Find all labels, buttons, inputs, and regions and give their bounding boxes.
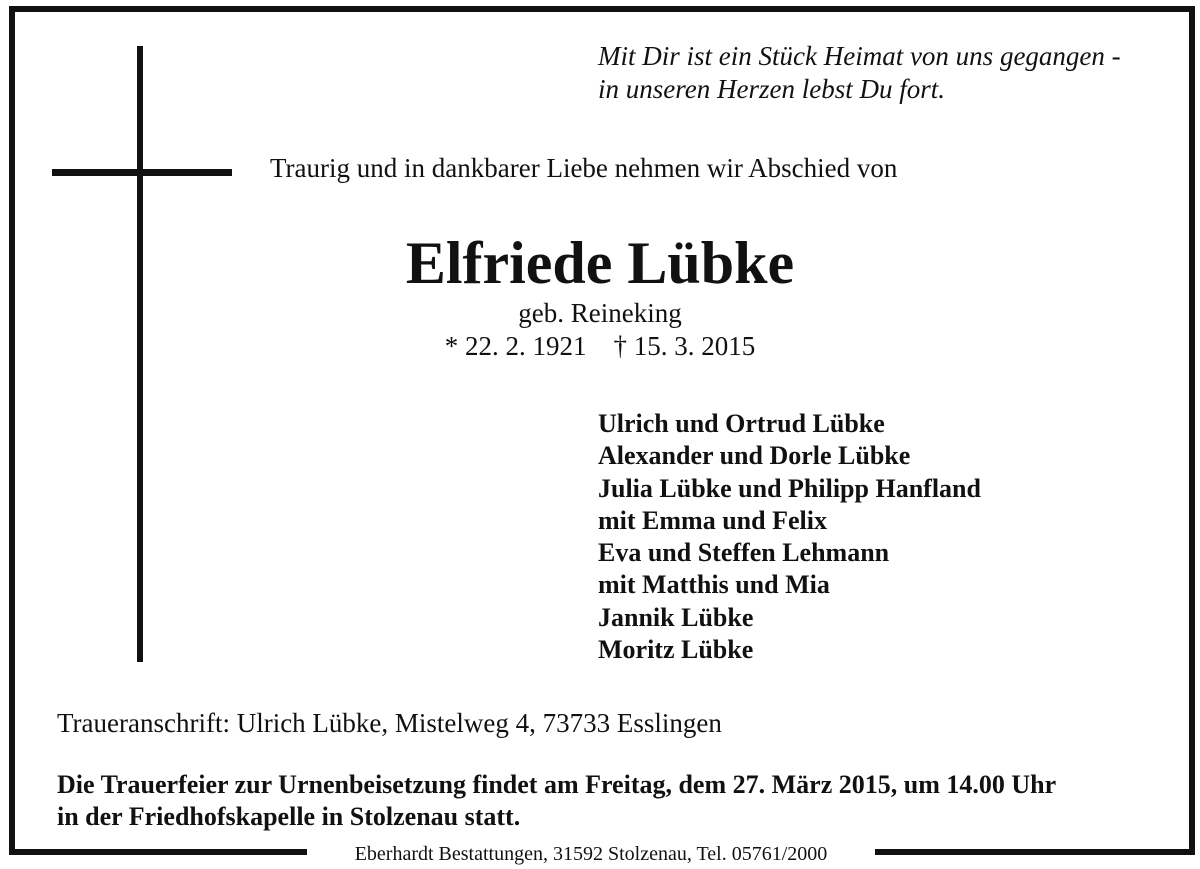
bottom-border-left	[9, 849, 307, 855]
deceased-name: Elfriede Lübke	[405, 230, 795, 296]
family-member: Ulrich und Ortrud Lübke	[598, 409, 885, 438]
memorial-quote	[598, 40, 1121, 106]
bottom-border-right	[875, 849, 1189, 855]
family-member: Alexander und Dorle Lübke	[598, 441, 911, 471]
quote-line-1: Mit Dir ist ein Stück Heimat von uns gegangen -	[598, 41, 1121, 71]
family-member: mit Emma und Felix	[598, 505, 827, 535]
intro-text: Traurig und in dankbarer Liebe nehmen wir Abschied von	[270, 153, 898, 183]
funeral-home-footer: Eberhardt Bestattungen, 31592 Stolzenau, Tel. 05761/2000	[354, 843, 828, 865]
ceremony-line-1: Die Trauerfeier zur Urnenbeisetzung findet am Freitag, dem 27. März 2015, um 14.00 Uhr	[57, 770, 1057, 799]
ceremony-notice	[57, 769, 1056, 833]
family-member: Jannik Lübke	[598, 602, 754, 632]
family-list	[598, 408, 981, 666]
quote-line-2: in unseren Herzen lebst Du fort.	[598, 74, 945, 104]
maiden-name: geb. Reineking	[518, 298, 682, 328]
family-member: Moritz Lübke	[598, 635, 754, 665]
ceremony-line-2: in der Friedhofskapelle in Stolzenau statt.	[57, 802, 521, 831]
cross-horizontal-bar	[52, 169, 232, 176]
family-member: mit Matthis und Mia	[598, 570, 830, 600]
family-member: Julia Lübke und Philipp Hanfland	[598, 473, 981, 503]
mourning-address: Traueranschrift: Ulrich Lübke, Mistelweg 4, 73733 Esslingen	[57, 708, 722, 738]
family-member: Eva und Steffen Lehmann	[598, 538, 890, 568]
life-dates: * 22. 2. 1921 † 15. 3. 2015	[444, 331, 756, 361]
